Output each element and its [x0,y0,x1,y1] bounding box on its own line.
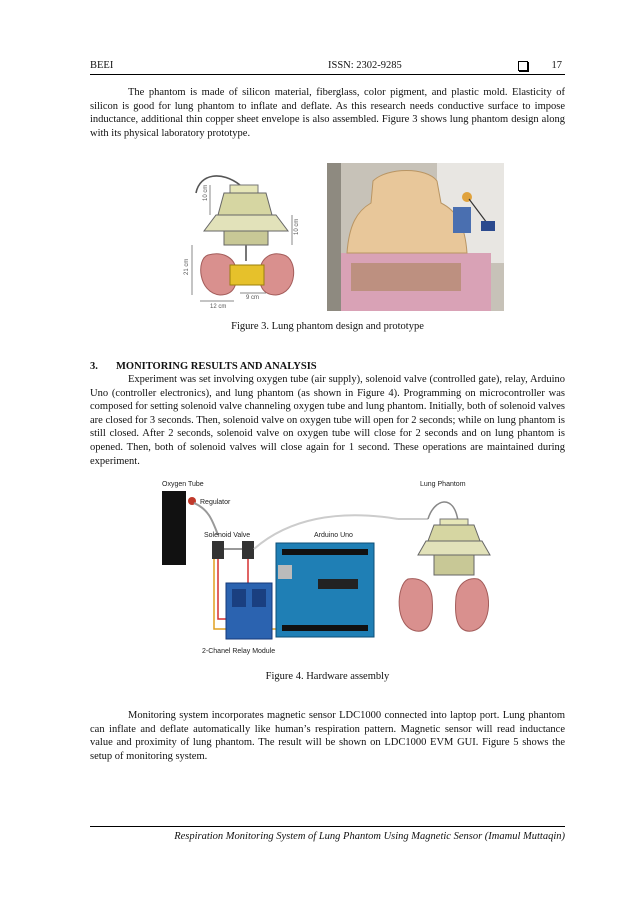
figure-3-prototype-photo [327,163,504,311]
paragraph-1: The phantom is made of silicon material, fiberglass, color pigment, and plastic mold. Elasticity of silicon is good for lung phantom to inflate and deflate. As this research needs conductive surface to impose inductance, additional thin copper sheet envelope is also assembled. Figure 3 shows lung phantom design along with its physical laboratory prototype. [90,87,565,139]
dim-height-left: 21 cm [184,258,190,275]
journal-name: BEEI [90,60,114,71]
section-number: 3. [90,361,98,372]
section-heading [90,361,317,372]
dim-width-mid: 9 cm [246,295,260,301]
label-arduino-uno: Arduino Uno [314,532,353,539]
checkbox-square-icon [518,61,528,71]
figure-3-caption: Figure 3. Lung phantom design and prototype [231,321,424,332]
page-footer: Respiration Monitoring System of Lung Phantom Using Magnetic Sensor (Imamul Muttaqin) [90,826,565,842]
section-title: MONITORING RESULTS AND ANALYSIS [116,361,317,372]
figure-4-hardware-assembly [158,479,498,659]
label-solenoid-valve: Solenoid Valve [204,532,251,539]
paragraph-3: Monitoring system incorporates magnetic sensor LDC1000 connected into laptop port. Lung phantom can inflate and deflate automatically like human’s respiration pattern. Magnetic sensor will read inductance value and proximity of lung phantom. The result will be shown on LDC1000 EVM GUI. Figure 5 shows the setup of monitoring system. [90,710,565,762]
page-number: 17 [551,60,562,71]
figure-4-caption: Figure 4. Hardware assembly [265,671,390,682]
label-lung-phantom: Lung Phantom [420,481,466,488]
dim-height-top: 10 cm [203,184,209,201]
dim-width-left: 12 cm [210,304,227,310]
label-regulator: Regulator [200,499,231,506]
page-header [90,58,565,75]
paragraph-2: Experiment was set involving oxygen tube (air supply), solenoid valve (controlled gate), relay, Arduino Uno (controller electronics), and lung phantom (as shown in Figure 4). Programming on microcontroller was composed for setting solenoid valve channeling oxygen tube and lung phantom. Initially, both of solenoid valves are closed for 3 seconds. Then, solenoid valve on oxygen tube will open for 2 seconds; while on lung phantom is still closed. After 2 seconds, solenoid valve on oxygen tube will close for 2 seconds and on lung phantom is opened. Then, both of solenoid valves will close again for 1 second. These operations are maintained during experiment. [90,374,565,467]
issn: ISSN: 2302-9285 [328,60,402,71]
label-relay-module: 2-Chanel Relay Module [202,648,276,655]
figure-3-design-drawing [180,165,325,313]
label-oxygen-tube: Oxygen Tube [162,481,204,488]
dim-height-right: 10 cm [294,218,300,235]
